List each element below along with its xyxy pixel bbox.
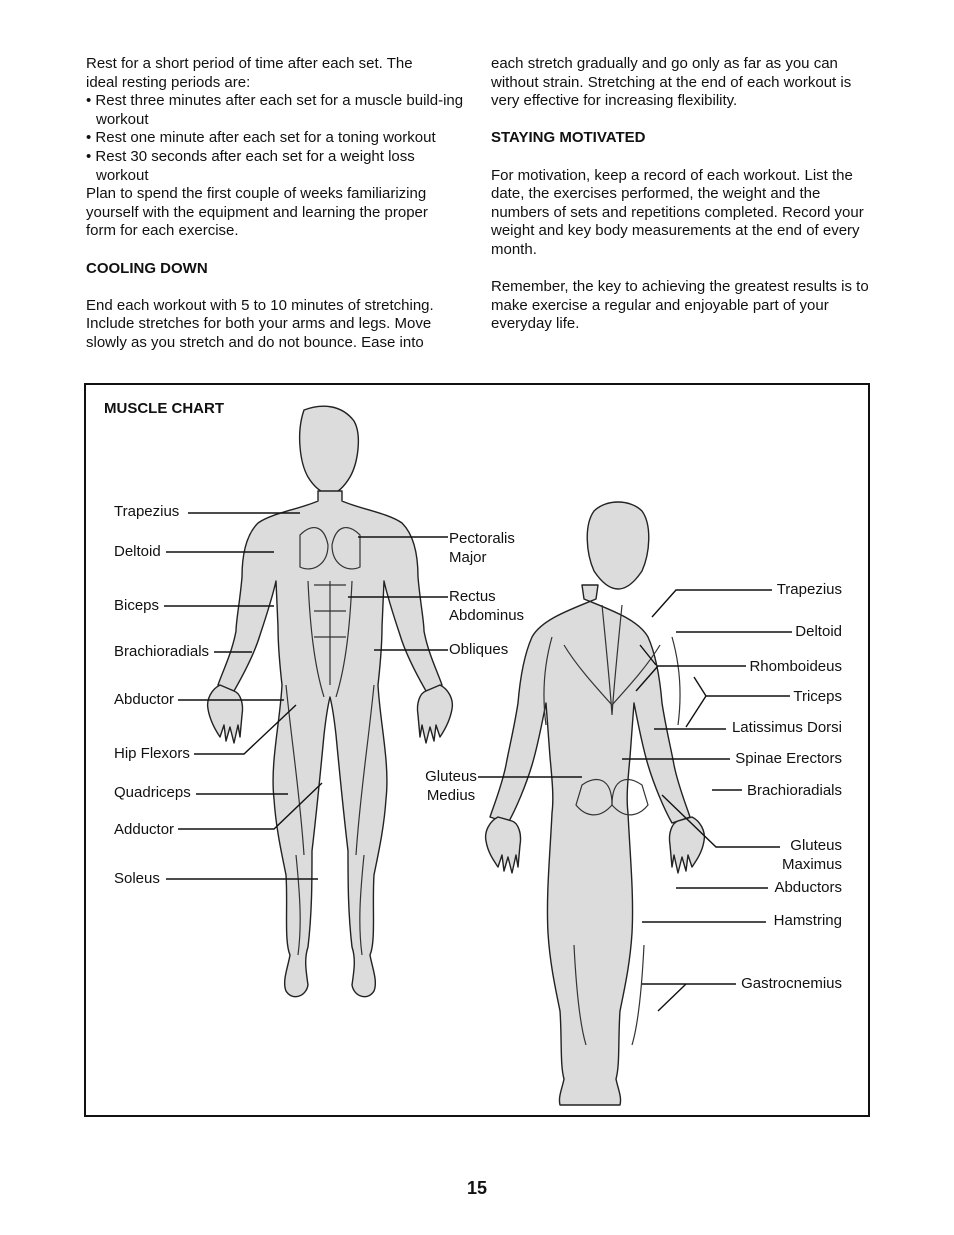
label-back-hamstring: Hamstring <box>773 912 842 929</box>
cooling-down-heading: COOLING DOWN <box>86 259 208 277</box>
resting-intro: Rest for a short period of time after each set. The ideal resting periods are: <box>86 55 413 91</box>
label-front-trapezius: Trapezius <box>114 503 180 520</box>
bullet-muscle-building: • Rest three minutes after each set for a muscle build-ing workout <box>86 92 472 129</box>
label-back-abductors: Abductors <box>774 879 842 896</box>
label-back-gluteus-maximus: Gluteus Maximus <box>781 837 842 873</box>
label-back-deltoid: Deltoid <box>795 623 842 640</box>
label-front-adductor: Adductor <box>114 821 175 838</box>
label-front-deltoid: Deltoid <box>114 543 161 560</box>
left-text-column <box>86 55 466 353</box>
label-obliques: Obliques <box>449 641 509 658</box>
muscle-chart-box <box>84 383 870 1117</box>
label-gluteus-medius: Gluteus Medius <box>425 768 477 804</box>
plan-paragraph: Plan to spend the first couple of weeks familiarizing yourself with the equipment and learning the proper form for each exercise. <box>86 185 428 240</box>
label-rectus-abdominus: Rectus Abdominus <box>449 588 525 624</box>
bullet-weight-loss: • Rest 30 seconds after each set for a weight loss workout <box>86 148 446 185</box>
label-back-latissimus-dorsi: Latissimus Dorsi <box>731 719 842 736</box>
page-number: 15 <box>466 1178 488 1198</box>
right-text-column <box>491 55 873 334</box>
muscle-chart-title: MUSCLE CHART <box>104 400 224 417</box>
bullet-toning: • Rest one minute after each set for a toning workout <box>86 129 472 148</box>
label-front-brachioradials: Brachioradials <box>114 643 210 660</box>
staying-motivated-heading: STAYING MOTIVATED <box>491 129 646 147</box>
label-back-gastrocnemius: Gastrocnemius <box>741 975 842 992</box>
label-pectoralis-major: Pectoralis Major <box>449 530 515 566</box>
label-front-biceps: Biceps <box>114 597 160 614</box>
stretch-paragraph: each stretch gradually and go only as far as you can without strain. Stretching at the end of each workout is very effective for increasing flexibility. <box>491 55 852 110</box>
cooling-down-paragraph: End each workout with 5 to 10 minutes of stretching. Include stretches for both your arms and legs. Move slowly as you stretch and do not bounce. Ease into <box>86 296 434 351</box>
motivation-paragraph: For motivation, keep a record of each workout. List the date, the exercises performed, the weight and the numbers of sets and repetitions completed. Record your weight and key body measurements at the end of every month. <box>491 166 864 258</box>
remember-paragraph: Remember, the key to achieving the greatest results is to make exercise a regular and enjoyable part of your everyday life. <box>491 278 869 333</box>
label-back-rhomboideus: Rhomboideus <box>749 658 842 675</box>
label-front-hip-flexors: Hip Flexors <box>114 745 190 762</box>
label-front-quadriceps: Quadriceps <box>114 784 191 801</box>
label-back-triceps: Triceps <box>793 688 842 705</box>
label-back-trapezius: Trapezius <box>776 581 842 598</box>
label-front-soleus: Soleus <box>114 870 160 887</box>
front-body-figure <box>208 406 453 996</box>
label-back-spinae-erectors: Spinae Erectors <box>735 750 842 767</box>
label-back-brachioradials: Brachioradials <box>746 782 842 799</box>
label-front-abductor: Abductor <box>114 691 175 708</box>
